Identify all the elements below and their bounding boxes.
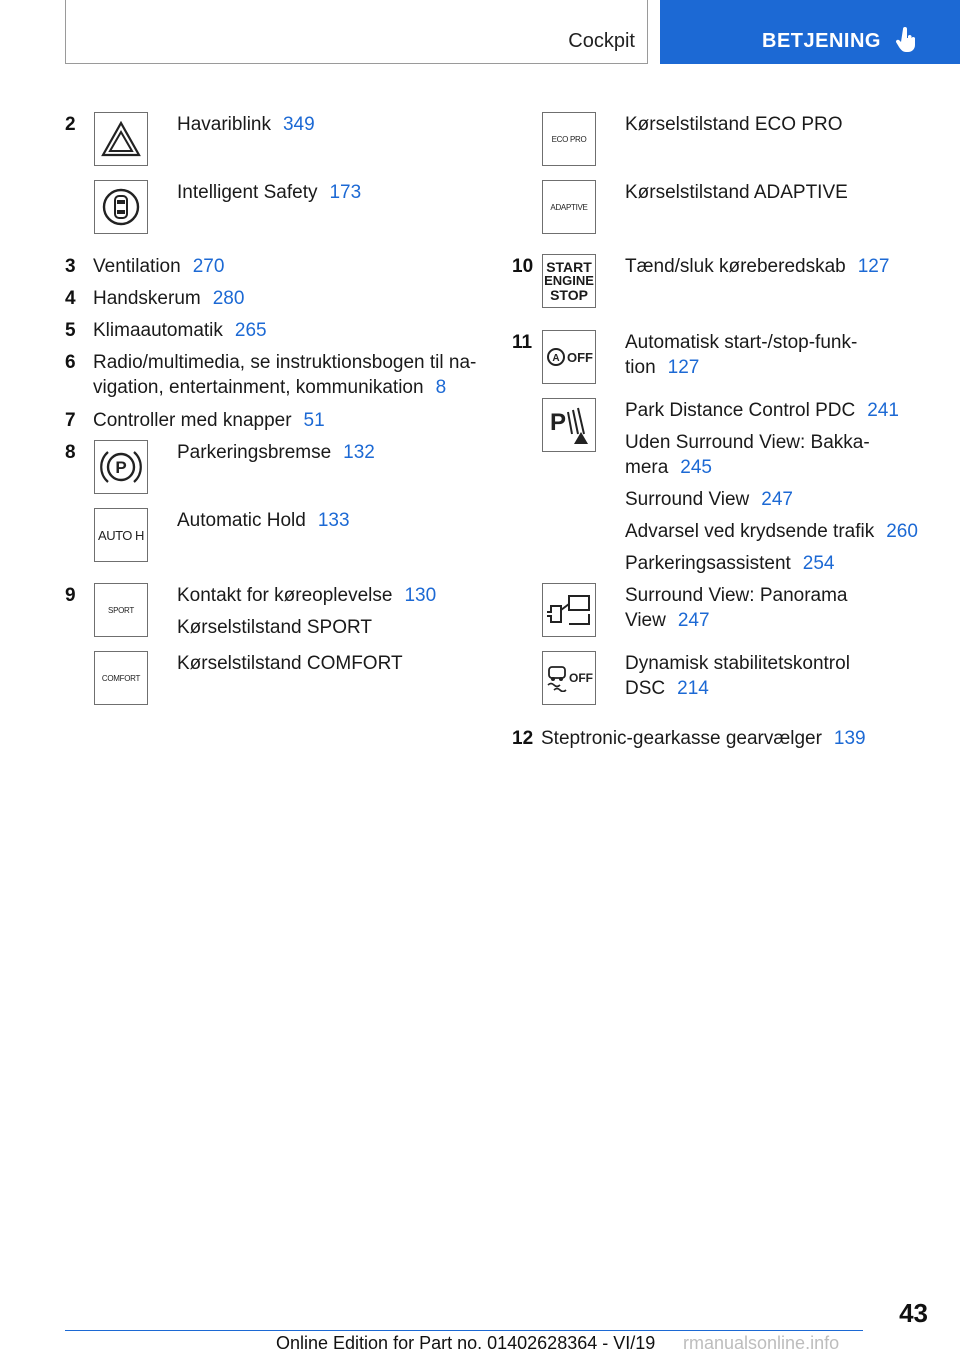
page-reference-link[interactable]: 241	[867, 400, 899, 421]
item-number: 9	[65, 585, 76, 606]
edition-text: Online Edition for Part no. 01402628364 - VI/19	[276, 1333, 656, 1353]
list-item: Klimaautomatik 265	[93, 320, 267, 341]
list-item: Tænd/sluk køreberedskab 127	[625, 256, 890, 277]
list-item: Advarsel ved krydsende trafik 260	[625, 521, 918, 542]
list-item: Surround View 247	[625, 489, 793, 510]
svg-text:P: P	[550, 409, 567, 436]
page-reference-link[interactable]: 247	[677, 610, 710, 631]
item-number: 7	[65, 410, 76, 431]
svg-text:A: A	[552, 353, 560, 364]
list-item: Ventilation 270	[93, 256, 225, 277]
item-number: 2	[65, 114, 76, 135]
item-number: 6	[65, 352, 76, 373]
page-reference-link[interactable]: 8	[435, 377, 447, 398]
page-reference-link[interactable]: 139	[833, 728, 866, 749]
auto-start-stop-off-icon: A OFF	[542, 330, 596, 384]
list-item: Kørselstilstand ADAPTIVE	[625, 182, 848, 203]
list-item: Parkeringsbremse 132	[177, 442, 375, 463]
list-item: Uden Surround View: Bakka- mera 245	[625, 432, 870, 478]
page-reference-link[interactable]: 173	[329, 182, 362, 203]
item-number: 10	[512, 256, 534, 277]
svg-text:P: P	[115, 458, 127, 477]
list-item: Handskerum 280	[93, 288, 245, 309]
item-number: 5	[65, 320, 76, 341]
section-title: BETJENING	[762, 30, 881, 52]
page-reference-link[interactable]: 270	[192, 256, 225, 277]
page-reference-link[interactable]: 247	[761, 489, 793, 510]
pdc-list	[625, 398, 918, 576]
page-reference-link[interactable]: 133	[317, 510, 350, 531]
list-item: Dynamisk stabilitetskontrol DSC 214	[625, 653, 850, 699]
page-reference-link[interactable]: 265	[234, 320, 267, 341]
page-reference-link[interactable]: 127	[667, 357, 700, 378]
item-number: 8	[65, 442, 76, 463]
list-item: Kørselstilstand ECO PRO	[625, 114, 843, 135]
pointing-hand-icon	[896, 27, 918, 58]
list-item: Automatic Hold 133	[177, 510, 350, 531]
parking-brake-icon	[94, 440, 148, 494]
adaptive-mode-icon: ADAPTIVE	[542, 180, 596, 234]
footer-divider	[65, 1330, 863, 1331]
page-reference-link[interactable]: 132	[343, 442, 375, 463]
page-reference-link[interactable]: 130	[404, 585, 437, 606]
list-item: Automatisk start-/stop-funk- tion 127	[625, 332, 858, 378]
page-reference-link[interactable]: 127	[857, 256, 890, 277]
list-item: Havariblink 349	[177, 114, 315, 135]
page-reference-link[interactable]: 51	[303, 410, 325, 431]
item-number: 11	[512, 332, 533, 353]
watermark: rmanualsonline.info	[683, 1333, 840, 1353]
page-reference-link[interactable]: 260	[886, 521, 918, 542]
list-item: Kontakt for køreoplevelse 130 Kørselstilstand SPORT	[177, 585, 437, 638]
header-chapter-box	[65, 0, 648, 64]
eco-pro-mode-icon: ECO PRO	[542, 112, 596, 166]
list-item: Parkeringsassistent 254	[625, 553, 835, 574]
page-number: 43	[899, 1298, 928, 1328]
page-reference-link[interactable]: 349	[282, 114, 315, 135]
list-item: Intelligent Safety 173	[177, 182, 362, 203]
list-item: Steptronic-gearkasse gearvælger 139	[541, 728, 866, 749]
park-distance-control-icon	[542, 398, 596, 452]
comfort-mode-icon: COMFORT	[94, 651, 148, 705]
page-reference-link[interactable]: 254	[802, 553, 835, 574]
page-reference-link[interactable]: 280	[212, 288, 245, 309]
page-reference-link[interactable]: 245	[680, 457, 712, 478]
list-item: Controller med knapper 51	[93, 410, 325, 431]
list-item: Surround View: Panorama View 247	[625, 585, 848, 631]
list-item: Radio/multimedia, se instruktionsbogen til na- vigation, entertainment, kommunikation 8	[93, 352, 477, 398]
item-number: 12	[512, 728, 534, 749]
item-number: 3	[65, 256, 76, 277]
auto-hold-icon: AUTO H	[94, 508, 148, 562]
chapter-title: Cockpit	[568, 30, 635, 52]
item-number: 4	[65, 288, 76, 309]
surround-view-camera-icon	[542, 583, 596, 637]
intelligent-safety-icon	[94, 180, 148, 234]
list-item: Park Distance Control PDC 241	[625, 400, 899, 421]
header-section-box	[660, 0, 960, 64]
list-item: Kørselstilstand COMFORT	[177, 653, 403, 674]
sport-mode-icon: SPORT	[94, 583, 148, 637]
dsc-off-icon: OFF	[542, 651, 596, 705]
start-stop-button-icon: START ENGINE STOP	[542, 254, 596, 308]
hazard-warning-icon	[94, 112, 148, 166]
page-reference-link[interactable]: 214	[677, 678, 709, 699]
